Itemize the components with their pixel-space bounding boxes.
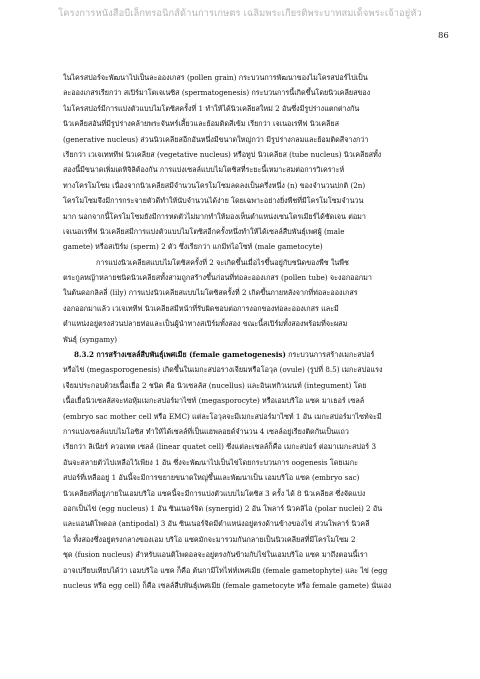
document-body bbox=[63, 70, 436, 593]
text-line: อาจเปรียบเทียบได้ว่า เอมบริโอ แซค ก็คือ ต้นกามีโทไฟท์เพศเมีย (female gametophyte) และ ไข่ (egg bbox=[63, 565, 388, 575]
text-line: การแบ่งนิวเคลียสแบบไมโตซิสครั้งที่ 2 จะเกิดขึ้นเมื่อไรขึ้นอยู่กับชนิดของพืช ในพืช bbox=[96, 257, 349, 267]
section-heading: การสร้างเซลล์สืบพันธุ์เพศเมีย (female gametogenesis) bbox=[96, 350, 286, 360]
text-line: พันธุ์ (syngamy) bbox=[63, 334, 118, 344]
text-line: นิวเคลียสอันที่มีรูปร่างคล้ายพระจันทร์เสี้ยวและย้อมติดสีเข้ม เรียกว่า เจเนอเรทีฟ นิวเคลียส bbox=[63, 119, 339, 129]
text-line: อันจะสลายตัวไปเหลือไว้เพียง 1 อัน ซึ่งจะพัฒนาไปเป็นไข่โดยกระบวนการ oogenesis โดยเมกะ bbox=[63, 457, 358, 467]
section-heading-continuation: กระบวนการสร้างเมกะสปอร์ bbox=[285, 350, 375, 360]
paragraph-pollen-development bbox=[63, 70, 436, 255]
text-line: นิวเคลียสที่อยู่ภายในเอมบริโอ แซคนี้จะมีการแบ่งตัวแบบไมโตซิส 3 ครั้ง ได้ 8 นิวเคลียส ซึ่งจัดแบ่ง bbox=[63, 488, 366, 498]
text-line: โครโมโซมจึงมีการกระจายตัวดีทำให้นับจำนวนได้ง่าย โดยเฉพาะอย่างยิ่งพืชที่มีโครโมโซมจำนวน bbox=[63, 196, 364, 206]
text-line: ไอ ทั้งสองซึ่งอยู่ตรงกลางของเอม บริโอ แซคมักจะมารวมกันกลายเป็นนิวเคลียสที่มีโครโมโซม 2 bbox=[63, 534, 356, 544]
page-number: 86 bbox=[438, 31, 449, 41]
text-line: ไมโครสปอร์มีการแบ่งตัวแบบไมโตซิสครั้งที่ 1 ทำให้ได้นิวเคลียสใหม่ 2 อันซึ่งมีรูปร่างแตกต่างกัน bbox=[63, 103, 360, 113]
text-line: ออกเป็นไข่ (egg nucleus) 1 อัน ซินเนอร์จิด (synergid) 2 อัน โพลาร์ นิวคลิไอ (polar nuclei) 2 อัน bbox=[63, 503, 383, 513]
text-line: ในไครสปอร์จะพัฒนาไปเป็นละอองเกสร (pollen grain) กระบวนการพัฒนาของไมโครสปอร์ไปเป็น bbox=[63, 73, 368, 82]
text-line: งอกออกมาแล้ว เวเจเททีฟ นิวเคลียสมีหน้าที่รับผิดชอบต่อการงอกของท่อละอองเกสร และมี bbox=[63, 303, 339, 313]
text-line: เรียกว่า ลิเนียร์ ควอเทต เซลล์ (linear quatet cell) ซึ่งแต่ละเซลล์ก็คือ เมกะสปอร์ ต่อมาเมกะสปอร์ 3 bbox=[63, 442, 377, 452]
section-number: 8.3.2 bbox=[74, 350, 95, 360]
text-line: หรือไข่ (megasporogenesis) เกิดขึ้นในเมกะสปอรางเจียมหรือโอวุล (ovule) (รูปที่ 8.5) เมกะสปอแรง bbox=[63, 365, 383, 375]
text-line: ละอองเกสรเรียกว่า สเปิร์มาโตเจเนซิส (spermatogenesis) กระบวนการนี้เกิดขึ้นโดยนิวเคลียสของ bbox=[63, 88, 371, 98]
text-line: (generative nucleus) ส่วนนิวเคลียสอีกอันหนึ่งมีขนาดใหญ่กว่า มีรูปร่างกลมและย้อมติดสีจางกว่า bbox=[63, 134, 369, 144]
text-line: เจียมประกอบด้วยเนื้อเยื่อ 2 ชนิด คือ นิวเซลลัส (nucellus) และอินเทกิวเมนท์ (integument) โดย bbox=[63, 380, 367, 390]
text-line: ตระกูลหญ้าหลายชนิดนิวเคลียสทั้งสามถูกสร้างขึ้นก่อนที่ท่อละอองเกสร (pollen tube) จะงอกออกมา bbox=[63, 273, 372, 283]
text-line: gamete) หรือสเปิร์ม (sperm) 2 ตัว ซึ่งเรียกว่า แกมีทไอโซท์ (male gametocyte) bbox=[63, 242, 323, 252]
text-line: เจเนอเรทีฟ นิวเคลียสมีการแบ่งตัวแบบไมโตซิสอีกครั้งหนึ่งทำให้ได้เซลล์สืบพันธุ์เพศผู้ (male bbox=[63, 226, 345, 236]
text-line: (embryo sac mother cell หรือ EMC) แต่ละโอวุลจะมีเมกะสปอร์มาไซท์ 1 อัน เมกะสปอร์มาไซท์จะมี bbox=[63, 411, 382, 421]
text-line: เรียกว่า เวเจเทททีฟ นิวเคลียส (vegetative nucleus) หรือทูป นิวเคลียส (tube nucleus) นิวเคลียสทั้ง bbox=[63, 149, 382, 159]
paragraph-second-mitosis bbox=[63, 255, 436, 347]
section-heading-line bbox=[63, 347, 436, 362]
text-line: ชุด (fusion nucleus) สำหรับแอนติโพดอลจะอยู่ตรงกันข้ามกับไข่ในเอมบริโอ แซค มาถึงตอนนี้เรา bbox=[63, 550, 368, 560]
text-line: มาก นอกจากนี้โครโมโซมยังมีการหดตัวไม่มากทำให้มองเห็นตำแหน่งเซนโตรเมียร์ได้ชัดเจน ต่อมา bbox=[63, 211, 366, 221]
text-line: เนื้อเยื่อนิวเซลลัสจะห่อหุ้มเมกะสปอร์มาไซท์ (megasporocyte) หรือเอมบริโอ แซค มาเธอร์ เซลล์ bbox=[63, 396, 365, 406]
running-header: โครงการหนังสือบีเล็กทรอนิกส์ด้านการเกษตร เฉลิมพระเกียรติพระบาทสมเด็จพระเจ้าอยู่หัว bbox=[58, 8, 422, 19]
text-line: ทางโครโมโซม เนื่องจากนิวเคลียสมีจำนวนโครโมโซมลดลงเป็นครึ่งหนึ่ง (n) ของจำนวนปกติ (2n) bbox=[63, 180, 366, 190]
text-line: สปอร์ที่เหลืออยู่ 1 อันนี้จะมีการขยายขนาดใหญ่ขึ้นและพัฒนาเป็น เอมบริโอ แซค (embryo sac) bbox=[63, 473, 360, 483]
text-line: และแอนติโพดอล (antipodal) 3 อัน ซินเนอร์จิดมีตำแหน่งอยู่ตรงด้านข้างของไข่ ส่วนโพลาร์ นิวคลี bbox=[63, 519, 370, 529]
text-line: สองนี้มีขนาดเพิ่มเดหิจิลิต้องกัน การแบ่งเซลล์แบบไมโตซิสที่ระยะนี้เหมาะสมต่อการวิเคราะห์ bbox=[63, 165, 345, 175]
text-line: ตำแหน่งอยู่ตรงส่วนปลายท่อและเป็นผู้นำทางสเปิร์มทั้งสอง ขณะนี้สเปิร์มทั้งสองพร้อมที่จะผสม bbox=[63, 319, 348, 329]
text-line: ในต้นดอกลิลลี่ (lily) การแบ่งนิวเคลียสแบบไมโตซิสครั้งที่ 2 เกิดขึ้นภายหลังจากที่ท่อละอองเกสร bbox=[63, 288, 358, 298]
text-line: nucleus หรือ egg cell) ก็คือ เซลล์สืบพันธุ์เพศเมีย (female gametocyte หรือ female gamete) นั่นเอง bbox=[63, 580, 392, 590]
text-line: การแบ่งเซลล์แบบไมโอซิส ทำให้ได้เซลล์ที่เป็นแฮพลอยด์จำนวน 4 เซลล์อยู่เรียงติดกันเป็นแถว bbox=[63, 426, 349, 436]
section-female-gametogenesis bbox=[63, 347, 436, 593]
